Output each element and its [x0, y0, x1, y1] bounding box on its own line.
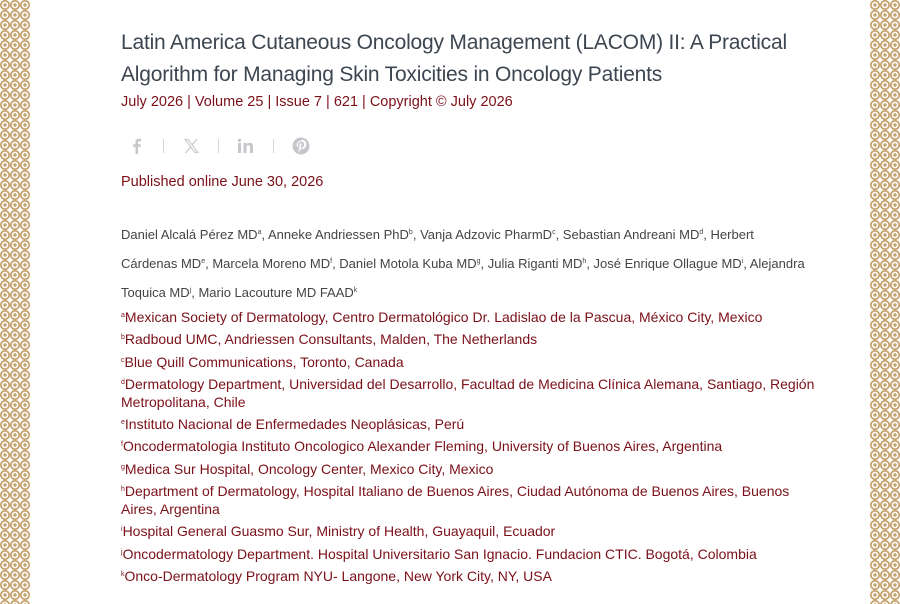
affiliation-item[interactable]: $^b$Radboud UMC, Andriessen Consultants, Malden, The Netherlands	[121, 331, 538, 348]
author[interactable]: Julia Riganti $MD^h$	[487, 256, 587, 271]
x-icon[interactable]	[176, 135, 206, 157]
share-bar	[121, 134, 316, 158]
share-divider	[273, 139, 274, 153]
author[interactable]: Daniel Motola Kuba $MD^g$	[339, 256, 481, 271]
linkedin-icon[interactable]	[231, 135, 261, 157]
affiliation-item[interactable]: $^j$Oncodermatology Department. Hospital Universitario San Ignacio. Fundacion CTIC. Bogotá, Colombia	[121, 545, 757, 562]
author[interactable]: Vanja Adzovic PharmD$^c$	[420, 227, 556, 242]
author[interactable]: Herbert Cárdenas MDe	[121, 227, 754, 271]
author[interactable]: Sebastian Andreani $MD^d$	[562, 227, 704, 242]
issue-meta: July 2026 | Volume 25 | Issue 7 | 621 | Copyright © July 2026	[121, 94, 513, 110]
facebook-icon[interactable]	[121, 135, 151, 157]
published-date: Published online June 30, 2026	[121, 174, 324, 190]
decorative-border-right	[870, 0, 900, 604]
affiliation-list	[121, 307, 826, 588]
article-title: Latin America Cutaneous Oncology Management (LACOM) II: A Practical Algorithm for Managing Skin Toxicities in Oncology Patients	[121, 31, 787, 86]
author[interactable]: Anneke Andriessen PhD$^b$	[267, 227, 413, 242]
author[interactable]: José Enrique Ollague $MD^i$	[593, 256, 744, 271]
author-list: Daniel Alcalá Pérez $MD^a$, Anneke Andriessen PhD$^b$, Vanja Adzovic PharmD$^c$, Sebastian Andreani $MD^d$, Herbert Cárdenas MDe, Marcela Moreno $MD^f$, Daniel Motola Kuba $MD^g$, Julia Riganti $MD^h$, José Enrique Ollague $MD^i$, Alejandra Toquica $MD^j$, Mario Lacouture MD FAAD$^k$	[121, 227, 805, 300]
affiliation-item[interactable]: $^a$Mexican Society of Dermatology, Centro Dermatológico Dr. Ladislao de la Pascua, México City, Mexico	[121, 309, 763, 325]
affiliation-item[interactable]: $^k$Onco-Dermatology Program NYU- Langone, New York City, NY, USA	[121, 567, 552, 584]
affiliation-item[interactable]: $^h$Department of Dermatology, Hospital Italiano de Buenos Aires, Ciudad Autónoma de Buenos Aires, Buenos Aires, Argentina	[121, 483, 790, 518]
affiliation-item[interactable]: $^f$Oncodermatologia Instituto Oncologico Alexander Fleming, University of Buenos Aires, Argentina	[121, 438, 723, 455]
affiliation-item[interactable]: $^c$Blue Quill Communications, Toronto, Canada	[121, 353, 404, 370]
affiliation-item[interactable]: $^g$Medica Sur Hospital, Oncology Center, Mexico City, Mexico	[121, 460, 494, 477]
author[interactable]: Daniel Alcalá Pérez $MD^a$	[121, 227, 262, 242]
share-divider	[163, 139, 164, 153]
affiliation-item[interactable]: $^i$Hospital General Guasmo Sur, Ministry of Health, Guayaquil, Ecuador	[121, 523, 556, 540]
author[interactable]: Alejandra Toquica $MD^j$	[121, 256, 805, 300]
affiliation-item[interactable]: $^d$Dermatology Department, Universidad del Desarrollo, Facultad de Medicina Clínica Alemana, Santiago, Región Metropolitana, Chile	[121, 375, 815, 410]
author[interactable]: Marcela Moreno $MD^f$	[212, 256, 333, 271]
share-divider	[218, 139, 219, 153]
pinterest-icon[interactable]	[286, 135, 316, 157]
author[interactable]: Mario Lacouture MD FAAD$^k$	[198, 285, 358, 300]
decorative-border-left	[0, 0, 30, 604]
affiliation-item[interactable]: $^e$Instituto Nacional de Enfermedades Neoplásicas, Perú	[121, 416, 465, 433]
